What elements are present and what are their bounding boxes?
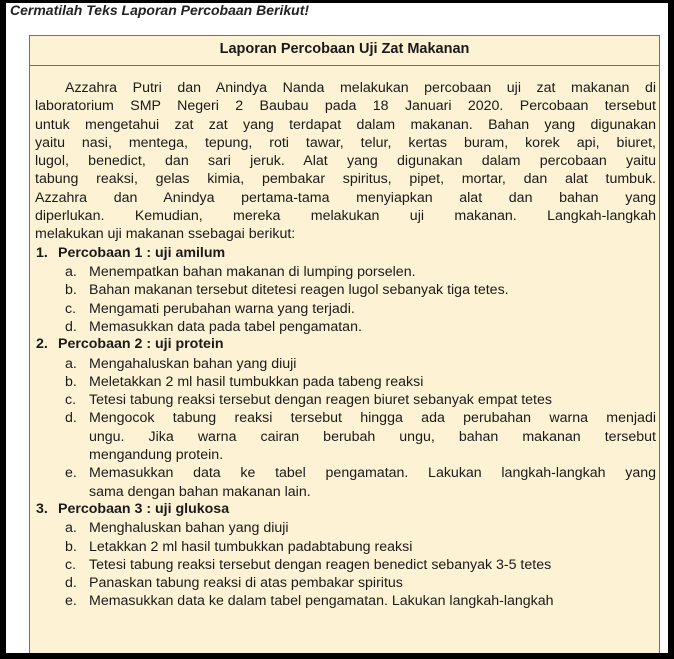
intro-line: diperlukan. Kemudian, mereka melakukan uji makanan. Langkah-langkah xyxy=(35,208,656,225)
intro-line: laboratorium SMP Negeri 2 Baubau pada 18 Januari 2020. Percobaan tersebut xyxy=(35,98,656,115)
step-item xyxy=(65,355,656,373)
step-line: Tetesi tabung reaksi tersebut dengan reagen biuret sebanyak empat tetes xyxy=(89,392,552,409)
step-text xyxy=(89,519,656,537)
step-text xyxy=(89,355,656,373)
intro-line: Azzahra Putri dan Anindya Nanda melakukan percobaan uji zat makanan di xyxy=(65,80,656,96)
section-number: 2. xyxy=(36,336,48,353)
step-text xyxy=(89,263,656,281)
document-page xyxy=(6,3,668,653)
step-text xyxy=(89,318,656,336)
step-line: sama dengan bahan makanan lain. xyxy=(89,483,311,500)
step-letter: b. xyxy=(65,282,77,299)
intro-line: untuk mengetahui zat zat yang terdapat dalam makanan. Bahan yang digunakan xyxy=(35,116,656,133)
intro-line: yaitu nasi, mentega, tepung, roti tawar, telur, kertas buram, korek api, biuret, xyxy=(35,134,656,151)
step-letter: b. xyxy=(65,538,77,555)
step-line: Panaskan tabung reaksi di atas pembakar spiritus xyxy=(89,575,403,592)
title-divider xyxy=(30,65,659,66)
section-title: Percobaan 2 : uji protein xyxy=(58,336,224,353)
section-heading xyxy=(36,501,229,517)
step-line: Mengamati perubahan warna yang terjadi. xyxy=(89,300,355,317)
step-item xyxy=(65,373,656,391)
step-item xyxy=(65,556,656,574)
report-box xyxy=(29,35,660,653)
step-item xyxy=(65,464,656,501)
step-text xyxy=(89,592,656,610)
step-letter: a. xyxy=(65,520,77,537)
step-letter: c. xyxy=(65,300,77,317)
section-number: 3. xyxy=(36,500,48,517)
step-item xyxy=(65,592,656,610)
report-title: Laporan Percobaan Uji Zat Makanan xyxy=(219,41,470,57)
step-item xyxy=(65,281,656,299)
page-heading: Cermatilah Teks Laporan Percobaan Berikut! xyxy=(10,3,310,18)
step-letter: c. xyxy=(65,556,77,573)
step-item xyxy=(65,263,656,281)
step-line: Meletakkan 2 ml hasil tumbukkan pada tabeng reaksi xyxy=(89,373,424,390)
step-line: Memasukkan data pada tabel pengamatan. xyxy=(89,318,362,335)
step-letter: d. xyxy=(65,410,77,427)
step-text xyxy=(89,281,656,299)
step-item xyxy=(65,574,656,592)
step-letter: a. xyxy=(65,355,77,372)
section-title: Percobaan 3 : uji glukosa xyxy=(58,500,230,517)
step-letter: e. xyxy=(65,593,77,610)
step-line: Mengocok tabung reaksi tersebut hingga ada perubahan warna menjadi xyxy=(89,410,656,427)
step-line: Mengahaluskan bahan yang diuji xyxy=(89,355,297,372)
step-text xyxy=(89,574,656,592)
section-heading xyxy=(36,336,224,352)
step-line: Letakkan 2 ml hasil tumbukkan padabtabung reaksi xyxy=(89,538,413,555)
intro-line: tabung reaksi, gelas kimia, pembakar spiritus, pipet, mortar, dan alat tumbuk. xyxy=(35,171,656,188)
intro-line: Azzahra dan Anindya pertama-tama menyiapkan alat dan bahan yang xyxy=(35,189,656,206)
step-text xyxy=(89,556,656,574)
intro-line: lugol, benedict, dan sari jeruk. Alat yang digunakan dalam percobaan yaitu xyxy=(35,153,656,170)
step-item xyxy=(65,318,656,336)
step-item xyxy=(65,538,656,556)
step-letter: d. xyxy=(65,575,77,592)
step-item xyxy=(65,391,656,409)
step-line: ungu. Jika warna cairan berubah ungu, bahan makanan tersebut xyxy=(89,428,656,445)
step-text xyxy=(89,409,656,464)
step-letter: e. xyxy=(65,465,77,482)
step-letter: c. xyxy=(65,392,77,409)
step-text xyxy=(89,300,656,318)
step-letter: d. xyxy=(65,318,77,335)
step-line: Menempatkan bahan makanan di lumping porselen. xyxy=(89,264,416,280)
section-heading xyxy=(36,245,225,261)
intro-line: melakukan uji makanan ssebagai berikut: xyxy=(35,226,296,243)
step-line: mengandung protein. xyxy=(89,446,224,463)
step-text xyxy=(89,391,656,409)
step-line: Menghaluskan bahan yang diuji xyxy=(89,520,289,537)
step-item xyxy=(65,519,656,537)
step-line: Memasukkan data ke dalam tabel pengamatan. Lakukan langkah-langkah xyxy=(89,593,554,610)
step-text xyxy=(89,373,656,391)
step-line: Memasukkan data ke tabel pengamatan. Lakukan langkah-langkah yang xyxy=(89,465,656,482)
step-letter: b. xyxy=(65,373,77,390)
step-text xyxy=(89,538,656,556)
section-number: 1. xyxy=(36,244,48,261)
step-text xyxy=(89,464,656,501)
step-line: Tetesi tabung reaksi tersebut dengan reagen benedict sebanyak 3-5 tetes xyxy=(89,556,552,573)
section-title: Percobaan 1 : uji amilum xyxy=(58,244,226,261)
step-item xyxy=(65,300,656,318)
step-letter: a. xyxy=(65,264,77,280)
step-line: Bahan makanan tersebut ditetesi reagen lugol sebanyak tiga tetes. xyxy=(89,282,509,299)
intro-paragraph xyxy=(35,79,656,244)
step-item xyxy=(65,409,656,464)
